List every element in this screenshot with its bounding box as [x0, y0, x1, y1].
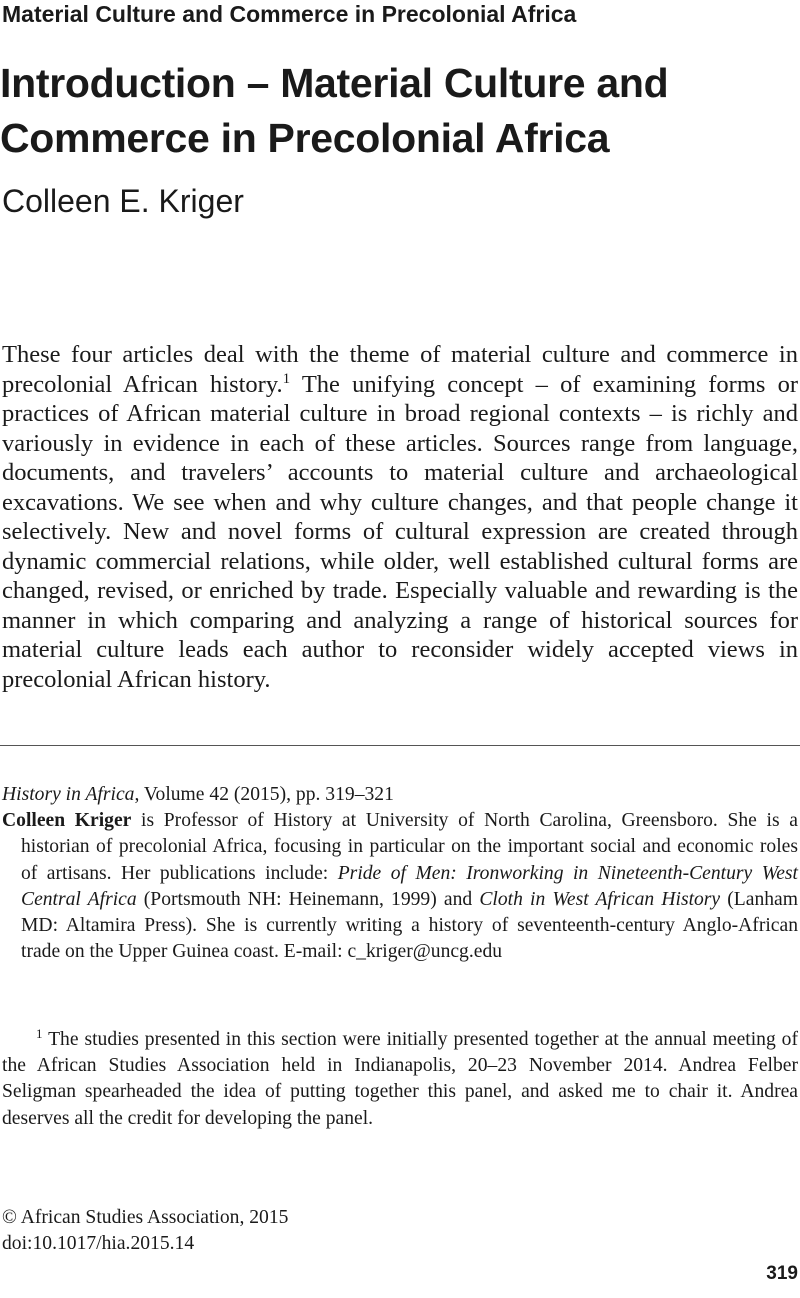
- citation-details: , Volume 42 (2015), pp. 319–321: [134, 784, 394, 805]
- bio-text: (Portsmouth NH: Heinemann, 1999) and: [136, 888, 480, 910]
- footnote-marker: 1: [36, 1026, 43, 1041]
- footnote-text: The studies presented in this section were initially presented together at the annual meeting of the African Studies Association held in Indianapolis, 20–23 November 2014. Andrea Felber Seligman spearheaded the idea of putting together this panel, and asked me to chair it. Andrea deserves all the credit for developing the panel.: [2, 1029, 798, 1129]
- footnote: [2, 1027, 798, 1132]
- journal-title: History in Africa: [2, 784, 135, 805]
- page-number: 319: [766, 1263, 798, 1284]
- running-head: Material Culture and Commerce in Precolonial Africa: [2, 1, 577, 27]
- bio-text: is Professor of History at University of North Carolina, Greensboro. She is a historian of precolonial Africa, focusing in particular on the important social and economic roles of artisans. Her publications include:: [21, 810, 798, 884]
- copyright-line: © African Studies Association, 2015: [2, 1207, 289, 1228]
- front-matter-notes: [2, 782, 798, 965]
- article-title: Introduction – Material Culture and Commerce in Precolonial Africa: [0, 60, 669, 161]
- book-title: Pride of Men: Ironworking in Nineteenth-Century West Central Africa: [21, 862, 798, 910]
- journal-citation: [2, 782, 798, 808]
- author-bio: [2, 808, 798, 965]
- doi-line: doi:10.1017/hia.2015.14: [2, 1233, 195, 1255]
- footnote-divider: [0, 745, 800, 746]
- bio-name: Colleen Kriger: [2, 810, 132, 832]
- footnote-ref[interactable]: 1: [282, 370, 291, 387]
- author-name: Colleen E. Kriger: [2, 183, 244, 219]
- body-text-start: These four articles deal with the theme of material culture and commerce in precolonial African history.: [2, 341, 798, 398]
- bio-text: (Lanham MD: Altamira Press). She is currently writing a history of seventeenth-century Anglo-African trade on the Upper Guinea coast. E-mail: c_kriger@uncg.edu: [21, 888, 798, 963]
- copyright-block: [2, 1205, 798, 1257]
- body-paragraph: [2, 340, 798, 694]
- body-text-rest: The unifying concept – of examining forms or practices of African material culture in broad regional contexts – is richly and variously in evidence in each of these articles. Sources range from language, documents, and travelers’ accounts to material culture and archaeological excavations. We see when and why culture changes, and that people change it selectively. New and novel forms of cultural expression are created through dynamic commercial relations, while older, well established cultural forms are changed, revised, or enriched by trade. Especially valuable and rewarding is the manner in which comparing and analyzing a range of historical sources for material culture leads each author to reconsider widely accepted views in precolonial African history.: [2, 370, 798, 693]
- book-title: Cloth in West African History: [479, 888, 721, 910]
